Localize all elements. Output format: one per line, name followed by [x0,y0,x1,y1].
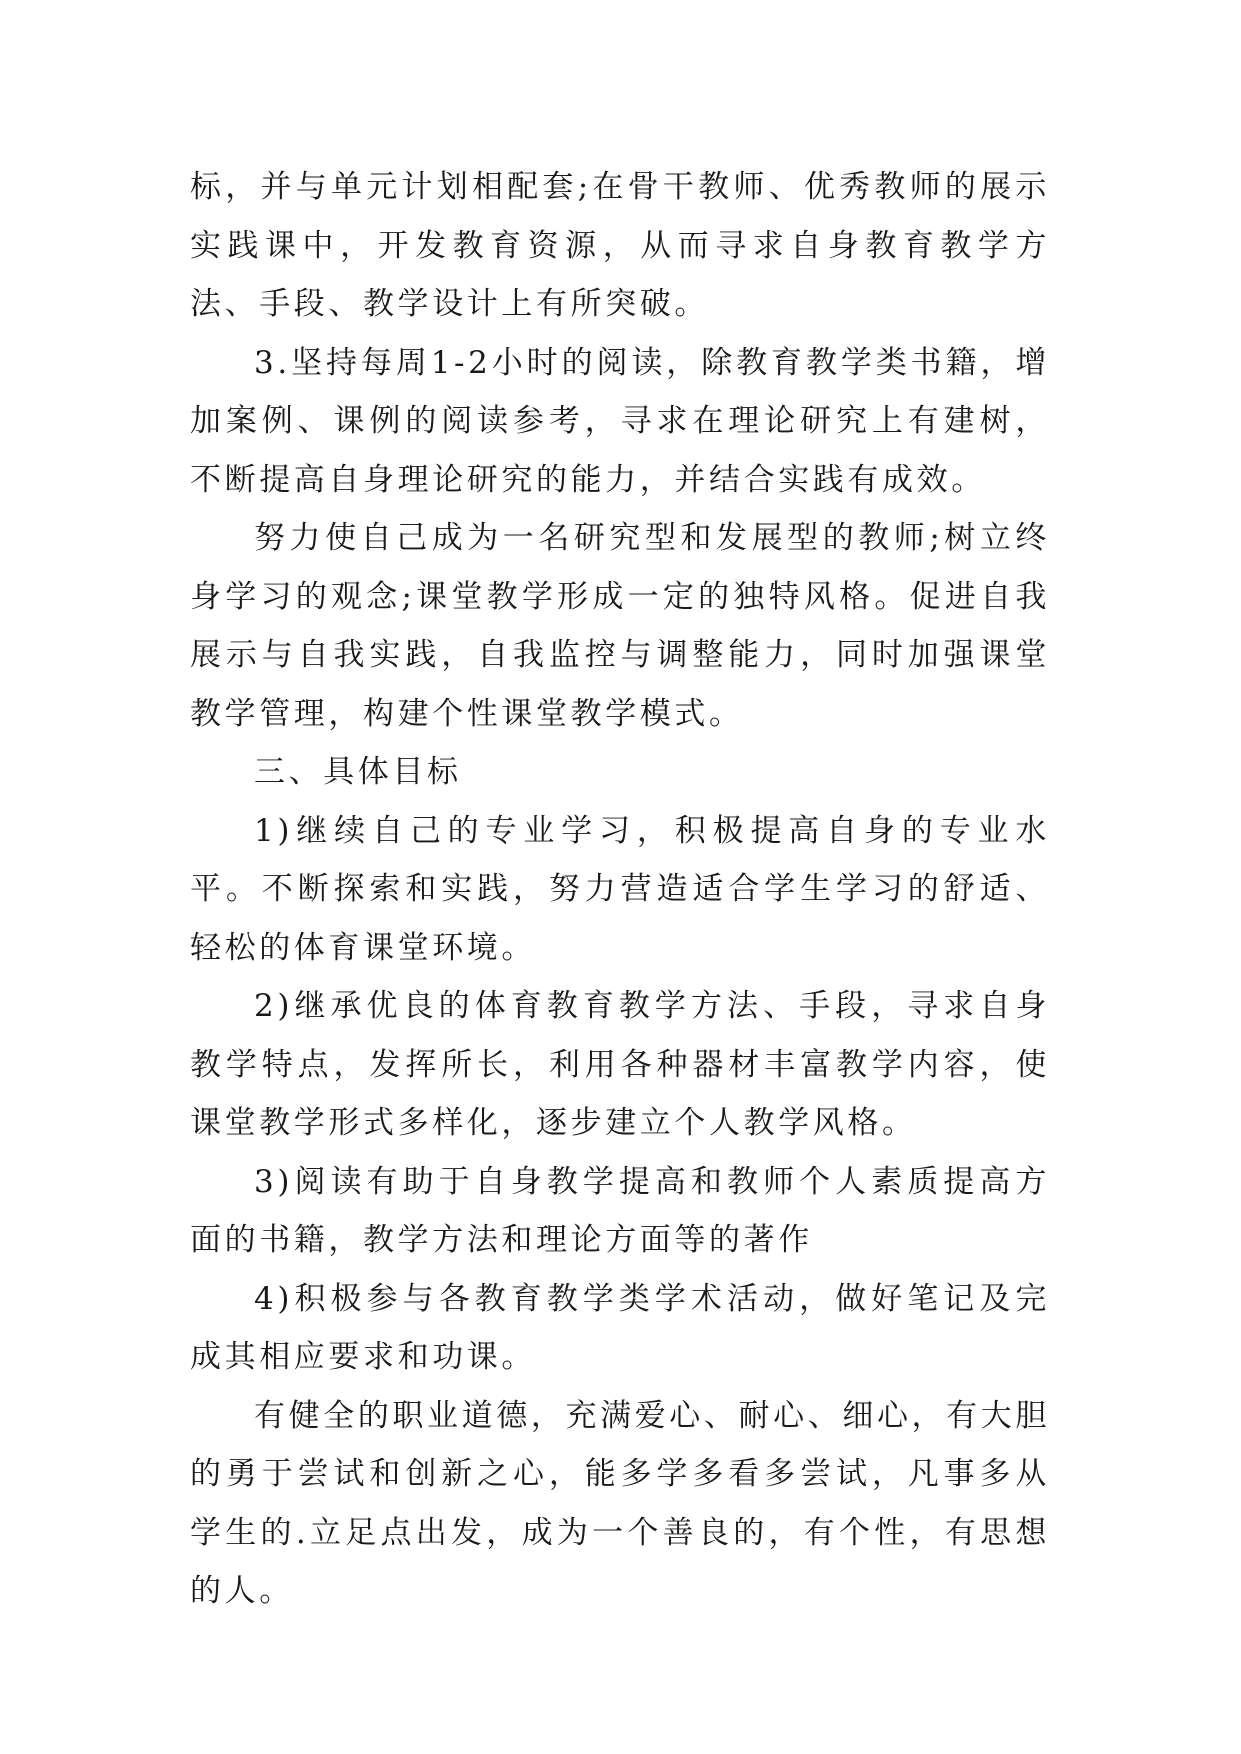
paragraph-continuation: 标，并与单元计划相配套;在骨干教师、优秀教师的展示实践课中，开发教育资源，从而寻求自身教育教学方法、手段、教学设计上有所突破。 [190,169,1050,322]
paragraph-conclusion: 有健全的职业道德，充满爱心、耐心、细心，有大胆的勇于尝试和创新之心，能多学多看多尝试，凡事多从学生的.立足点出发，成为一个善良的，有个性，有思想的人。 [190,1397,1050,1609]
paragraph-reading-plan: 3.坚持每周1-2小时的阅读，除教育教学类书籍，增加案例、课例的阅读参考，寻求在理论研究上有建树，不断提高自身理论研究的能力，并结合实践有成效。 [190,344,1050,498]
section-heading-specific-goals: 三、具体目标 [254,754,462,790]
list-item-goal-2: 2)继承优良的体育教育教学方法、手段，寻求自身教学特点，发挥所长，利用各种器材丰富教学内容，使课堂教学形式多样化，逐步建立个人教学风格。 [190,988,1050,1141]
list-item-goal-1: 1)继续自己的专业学习，积极提高自身的专业水平。不断探索和实践，努力营造适合学生学习的舒适、轻松的体育课堂环境。 [190,812,1050,966]
list-item-goal-3: 3)阅读有助于自身教学提高和教师个人素质提高方面的书籍，教学方法和理论方面等的著作 [190,1163,1050,1258]
list-item-goal-4: 4)积极参与各教育教学类学术活动，做好笔记及完成其相应要求和功课。 [190,1280,1050,1375]
paragraph-development-goal: 努力使自己成为一名研究型和发展型的教师;树立终身学习的观念;课堂教学形成一定的独特风格。促进自我展示与自我实践，自我监控与调整能力，同时加强课堂教学管理，构建个性课堂教学模式。 [190,520,1050,732]
document-body [190,158,1050,1621]
